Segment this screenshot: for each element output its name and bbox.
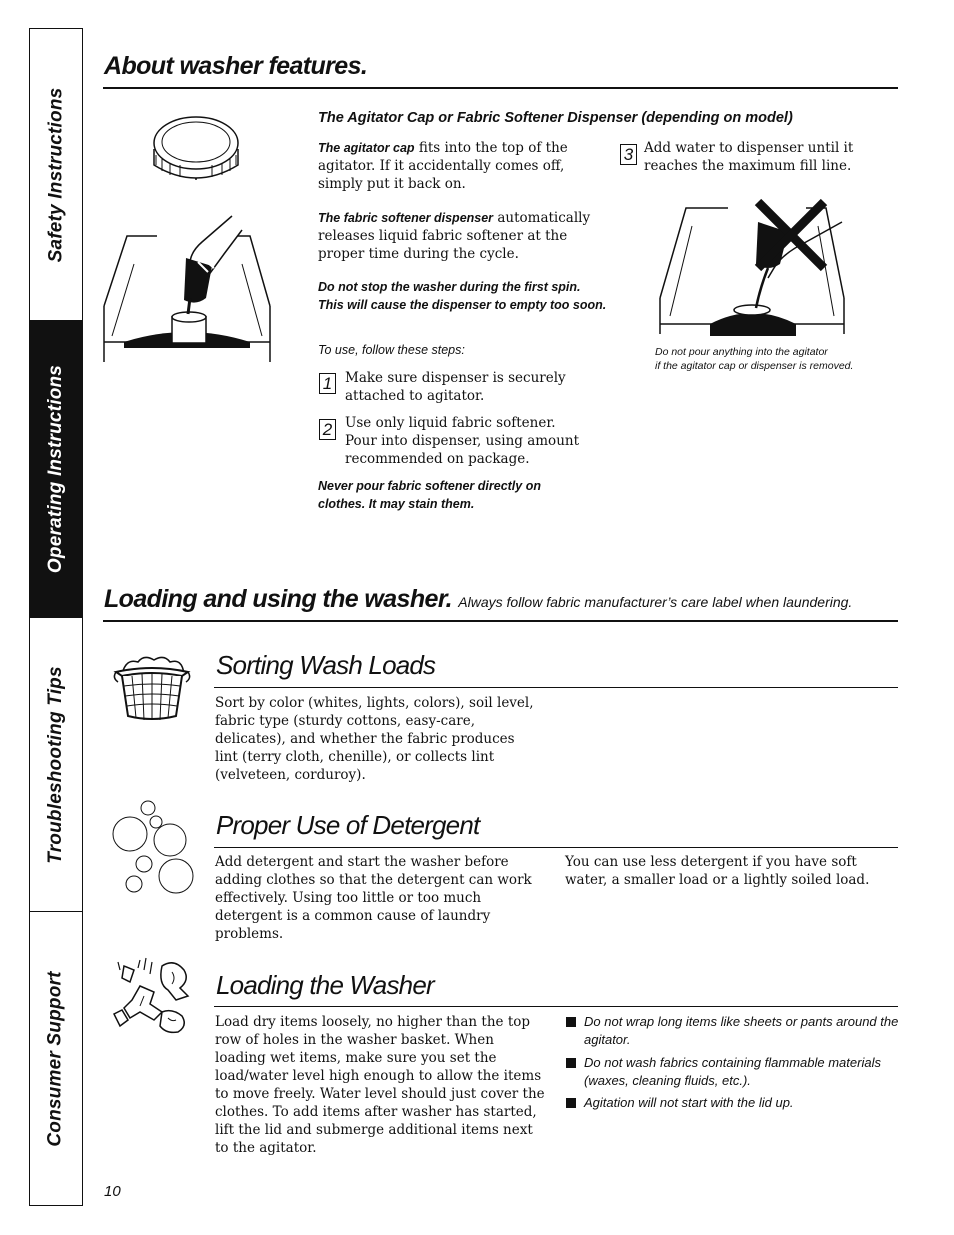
loading-title: Loading and using the washer. (104, 585, 452, 613)
dispenser-paragraph (318, 209, 608, 263)
step-1-number: 1 (319, 373, 336, 394)
pour-softener-illustration (102, 214, 272, 366)
step-3-number: 3 (620, 144, 637, 165)
agitator-cap-text: fits into the top of the agitator. If it accidentally comes off, simply put it back on. (318, 140, 568, 192)
detergent-text-right: You can use less detergent if you have soft water, a smaller load or a lightly soiled load. (565, 854, 870, 888)
tab-operating-instructions[interactable]: Operating Instructions (30, 321, 82, 618)
bullet-lid-up (566, 1094, 901, 1112)
bullet-text: Agitation will not start with the lid up. (584, 1095, 794, 1110)
caption-line-1: Do not pour anything into the agitator (655, 346, 828, 358)
bullet-long-items (566, 1013, 901, 1049)
sorting-rule (214, 687, 898, 688)
never-pour-warning: Never pour fabric softener directly on clothes. It may stain them. (318, 479, 541, 511)
step-3-text: Add water to dispenser until it reaches the maximum fill line. (644, 140, 854, 174)
step-1-text: Make sure dispenser is securely attached to agitator. (345, 370, 566, 404)
loading-washer-text: Load dry items loosely, no higher than the top row of holes in the washer basket. When loading wet items, make sure you set the load/water level high enough to allow the items to move freely. Water level should just cover the clothes. To add items after washer has started, lift the lid and submerge additional items next to the agitator. (215, 1014, 545, 1156)
bullet-square-icon (566, 1017, 576, 1027)
bubbles-icon (110, 798, 196, 894)
agitator-cap-paragraph (318, 139, 608, 193)
page-title: About washer features. (104, 52, 368, 80)
clothes-icon (110, 956, 196, 1036)
laundry-basket-icon (112, 654, 192, 722)
loading-rule (103, 620, 898, 622)
first-spin-warning: Do not stop the washer during the first spin. This will cause the dispenser to empty too soon. (318, 280, 607, 312)
detergent-rule (214, 847, 898, 848)
bullet-flammable (566, 1054, 901, 1090)
tab-consumer-support[interactable]: Consumer Support (45, 970, 67, 1147)
agitator-cap-lead: The agitator cap (318, 141, 415, 155)
feature-subtitle: The Agitator Cap or Fabric Softener Dispenser (depending on model) (318, 110, 793, 126)
steps-intro: To use, follow these steps: (318, 343, 465, 357)
agitator-cap-illustration (150, 113, 242, 193)
loading-tagline: Always follow fabric manufacturer’s care label when laundering. (458, 594, 853, 610)
step-2-number: 2 (319, 419, 336, 440)
sorting-title: Sorting Wash Loads (216, 650, 436, 680)
bullet-text: Do not wrap long items like sheets or pants around the agitator. (584, 1014, 899, 1047)
caption-line-2: if the agitator cap or dispenser is removed. (655, 360, 854, 372)
bullet-square-icon (566, 1058, 576, 1068)
loading-washer-rule (214, 1006, 898, 1007)
bullet-text: Do not wash fabrics containing flammable materials (waxes, cleaning fluids, etc.). (584, 1055, 881, 1088)
page-number: 10 (104, 1183, 121, 1200)
side-tab-strip (29, 28, 83, 1206)
dispenser-lead: The fabric softener dispenser (318, 211, 494, 225)
tab-safety-instructions[interactable]: Safety Instructions (30, 29, 82, 321)
step-2-text: Use only liquid fabric softener. Pour into dispenser, using amount recommended on package. (345, 415, 580, 467)
do-not-pour-illustration (656, 198, 846, 338)
dispenser-text: automatically releases liquid fabric softener at the proper time during the cycle. (318, 210, 591, 262)
sorting-text: Sort by color (whites, lights, colors), soil level, fabric type (sturdy cottons, easy-care, delicates), and whether the fabric produces lint (terry cloth, chenille), or collects lint (velveteen, corduroy). (215, 695, 534, 783)
title-rule (103, 87, 898, 89)
loading-section-title (104, 585, 852, 614)
detergent-text-left: Add detergent and start the washer before adding clothes so that the detergent can work effectively. Using too little or too much detergent is a common cause of laundry problems. (215, 854, 532, 942)
detergent-title: Proper Use of Detergent (216, 810, 480, 840)
tab-troubleshooting-tips[interactable]: Troubleshooting Tips (30, 618, 82, 912)
do-not-pour-caption (655, 345, 915, 373)
loading-washer-title: Loading the Washer (216, 970, 434, 1000)
bullet-square-icon (566, 1098, 576, 1108)
